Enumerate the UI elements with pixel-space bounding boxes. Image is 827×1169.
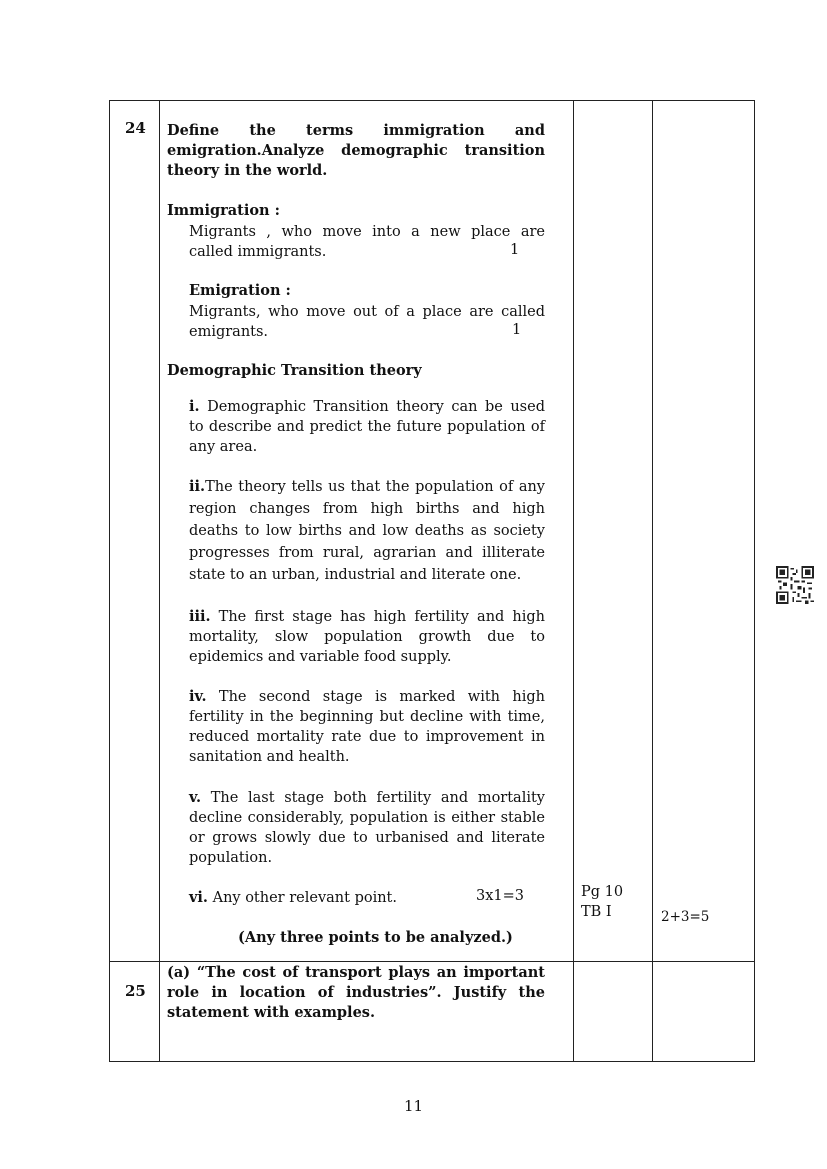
qr-code-icon [776,566,814,604]
point-v [189,788,545,868]
point-iii-text: The first stage has high fertility and high mortality, slow population growth due to epidemics and variable food supply. [189,609,546,665]
immigration-mark: 1 [510,242,520,258]
table-left-border [109,100,110,1062]
point-i-text: Demographic Transition theory can be used to describe and predict the future population of any area. [189,399,545,455]
emigration-definition: Migrants, who move out of a place are called emigrants. [189,304,545,340]
column-divider-1 [159,100,160,1062]
point-vi-text: Any other relevant point. [212,890,397,906]
point-v-number: v. [189,789,202,806]
total-marks: 2+3=5 [661,909,710,925]
point-vi-number: vi. [189,889,208,906]
point-iv-number: iv. [189,688,207,705]
point-ii [189,476,545,586]
analysis-note: (Any three points to be analyzed.) [238,929,513,946]
point-iii [189,607,545,667]
points-mark: 3x1=3 [476,888,525,904]
reference-page: Pg 10 [581,884,624,900]
question-24-text: Define the terms immigration and emigration.Analyze demographic transition theory in the world. [167,122,545,179]
point-v-text: The last stage both fertility and mortality decline considerably, population is either stable or grows slowly due to urbanised and literate population. [189,790,545,866]
point-iv [189,687,545,767]
reference-textbook: TB I [581,904,612,920]
table-bottom-border [109,1061,755,1062]
emigration-heading: Emigration : [189,282,291,299]
point-iv-text: The second stage is marked with high fertility in the beginning but decline with time, reduced mortality rate due to improvement in sanitation and health. [189,689,545,765]
demographic-transition-heading: Demographic Transition theory [167,362,422,379]
table-right-border [754,100,755,1062]
question-number-24: 24 [125,119,146,137]
table-top-border [109,100,755,101]
row-divider [109,961,755,962]
point-ii-text: The theory tells us that the population of any region changes from high births and high deaths to low births and low deaths as society progresses from rural, agrarian and illiterate state to an urban, industrial and literate one. [189,479,545,583]
point-ii-number: ii. [189,478,206,495]
column-divider-2 [573,100,574,1062]
point-i-number: i. [189,398,200,415]
question-25-text: (a) “The cost of transport plays an important role in location of industries”. Justify the statement with examples. [167,964,545,1021]
point-vi [189,888,449,908]
question-number-25: 25 [125,982,146,1000]
emigration-mark: 1 [512,322,522,338]
point-iii-number: iii. [189,608,211,625]
page-number: 11 [403,1097,424,1115]
immigration-definition: Migrants , who move into a new place are called immigrants. [189,224,545,260]
column-divider-3 [652,100,653,1062]
immigration-heading: Immigration : [167,202,280,219]
point-i [189,397,545,457]
